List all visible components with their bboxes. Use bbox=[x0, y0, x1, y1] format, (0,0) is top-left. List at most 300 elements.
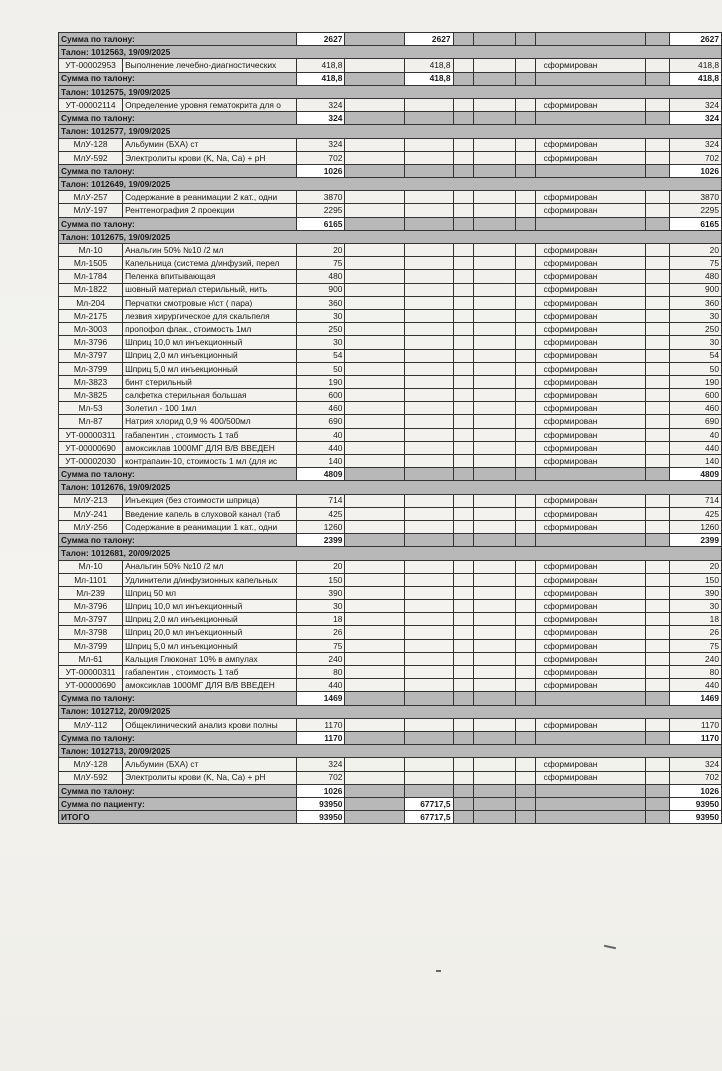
empty-cell bbox=[453, 323, 473, 336]
empty-cell bbox=[345, 217, 405, 230]
empty-cell bbox=[515, 507, 535, 520]
empty-cell bbox=[473, 626, 515, 639]
sum-value-2: 418,8 bbox=[405, 72, 453, 85]
item-amount-2 bbox=[405, 296, 453, 309]
item-code: УТ-00000311 bbox=[59, 428, 123, 441]
item-name: Шприц 5,0 мл инъекционный bbox=[123, 362, 297, 375]
empty-cell bbox=[473, 494, 515, 507]
empty-cell bbox=[515, 59, 535, 72]
status-text: сформирован bbox=[535, 402, 645, 415]
empty-cell bbox=[535, 692, 645, 705]
empty-cell bbox=[473, 98, 515, 111]
empty-cell bbox=[345, 560, 405, 573]
empty-cell bbox=[473, 151, 515, 164]
item-price: 54 bbox=[297, 349, 345, 362]
item-price: 324 bbox=[297, 98, 345, 111]
empty-cell bbox=[453, 534, 473, 547]
empty-cell bbox=[645, 375, 669, 388]
empty-cell bbox=[473, 520, 515, 533]
empty-cell bbox=[473, 204, 515, 217]
empty-cell bbox=[345, 573, 405, 586]
status-text: сформирован bbox=[535, 138, 645, 151]
empty-cell bbox=[645, 389, 669, 402]
item-name: Анальгин 50% №10 /2 мл bbox=[123, 560, 297, 573]
sum-label: Сумма по талону: bbox=[59, 468, 297, 481]
empty-cell bbox=[473, 349, 515, 362]
empty-cell bbox=[515, 415, 535, 428]
item-name: Натрия хлорид 0,9 % 400/500мл bbox=[123, 415, 297, 428]
status-text: сформирован bbox=[535, 771, 645, 784]
empty-cell bbox=[453, 349, 473, 362]
empty-cell bbox=[515, 758, 535, 771]
item-name: Содержание в реанимации 2 кат., одни bbox=[123, 191, 297, 204]
table-row bbox=[59, 309, 722, 322]
item-code: МлУ-256 bbox=[59, 520, 123, 533]
table-row bbox=[59, 138, 722, 151]
sum-value: 2399 bbox=[297, 534, 345, 547]
empty-cell bbox=[345, 586, 405, 599]
empty-cell bbox=[453, 600, 473, 613]
item-code: УТ-00000311 bbox=[59, 666, 123, 679]
empty-cell bbox=[453, 771, 473, 784]
item-code: Мл-3796 bbox=[59, 336, 123, 349]
item-amount-2 bbox=[405, 336, 453, 349]
empty-cell bbox=[453, 309, 473, 322]
sum-value-2: 2627 bbox=[405, 33, 453, 46]
item-code: Мл-53 bbox=[59, 402, 123, 415]
empty-cell bbox=[345, 666, 405, 679]
sum-value-3: 93950 bbox=[669, 811, 721, 824]
item-name: амоксиклав 1000МГ ДЛЯ В/В ВВЕДЕН bbox=[123, 679, 297, 692]
item-price: 40 bbox=[297, 428, 345, 441]
sum-row bbox=[59, 731, 722, 744]
empty-cell bbox=[515, 811, 535, 824]
sum-value: 1026 bbox=[297, 164, 345, 177]
empty-cell bbox=[645, 573, 669, 586]
status-text: сформирован bbox=[535, 362, 645, 375]
table-row bbox=[59, 349, 722, 362]
empty-cell bbox=[515, 797, 535, 810]
table-row bbox=[59, 428, 722, 441]
item-code: Мл-3797 bbox=[59, 613, 123, 626]
empty-cell bbox=[453, 283, 473, 296]
item-amount-2 bbox=[405, 402, 453, 415]
item-total: 702 bbox=[669, 771, 721, 784]
status-text: сформирован bbox=[535, 560, 645, 573]
item-total: 600 bbox=[669, 389, 721, 402]
empty-cell bbox=[473, 33, 515, 46]
item-name: Электролиты крови (K, Na, Ca) + pH bbox=[123, 151, 297, 164]
sum-value: 1469 bbox=[297, 692, 345, 705]
item-price: 50 bbox=[297, 362, 345, 375]
item-code: Мл-2175 bbox=[59, 309, 123, 322]
empty-cell bbox=[535, 811, 645, 824]
empty-cell bbox=[645, 138, 669, 151]
empty-cell bbox=[645, 600, 669, 613]
empty-cell bbox=[473, 112, 515, 125]
empty-cell bbox=[453, 217, 473, 230]
item-total: 690 bbox=[669, 415, 721, 428]
empty-cell bbox=[473, 758, 515, 771]
item-amount-2 bbox=[405, 191, 453, 204]
item-code: Мл-3796 bbox=[59, 600, 123, 613]
empty-cell bbox=[345, 758, 405, 771]
item-code: МлУ-257 bbox=[59, 191, 123, 204]
status-text: сформирован bbox=[535, 283, 645, 296]
item-amount-2 bbox=[405, 98, 453, 111]
item-code: Мл-3825 bbox=[59, 389, 123, 402]
item-code: Мл-10 bbox=[59, 244, 123, 257]
item-amount-2 bbox=[405, 560, 453, 573]
item-amount-2 bbox=[405, 441, 453, 454]
item-amount-2 bbox=[405, 389, 453, 402]
ticket-header-row bbox=[59, 481, 722, 494]
status-text: сформирован bbox=[535, 296, 645, 309]
item-amount-2 bbox=[405, 415, 453, 428]
table-row bbox=[59, 639, 722, 652]
empty-cell bbox=[473, 507, 515, 520]
ticket-title: Талон: 1012713, 20/09/2025 bbox=[59, 745, 722, 758]
item-amount-2 bbox=[405, 428, 453, 441]
item-total: 190 bbox=[669, 375, 721, 388]
empty-cell bbox=[453, 626, 473, 639]
empty-cell bbox=[645, 402, 669, 415]
empty-cell bbox=[453, 336, 473, 349]
empty-cell bbox=[515, 692, 535, 705]
status-text: сформирован bbox=[535, 679, 645, 692]
empty-cell bbox=[345, 112, 405, 125]
item-name: Шприц 50 мл bbox=[123, 586, 297, 599]
empty-cell bbox=[453, 244, 473, 257]
status-text: сформирован bbox=[535, 375, 645, 388]
empty-cell bbox=[473, 613, 515, 626]
ticket-title: Талон: 1012563, 19/09/2025 bbox=[59, 46, 722, 59]
empty-cell bbox=[645, 164, 669, 177]
item-amount-2 bbox=[405, 573, 453, 586]
empty-cell bbox=[645, 441, 669, 454]
table-row bbox=[59, 270, 722, 283]
empty-cell bbox=[473, 639, 515, 652]
empty-cell bbox=[515, 257, 535, 270]
item-code: МлУ-213 bbox=[59, 494, 123, 507]
item-amount-2 bbox=[405, 138, 453, 151]
item-name: Перчатки смотровые н\ст ( пара) bbox=[123, 296, 297, 309]
item-name: Золетил - 100 1мл bbox=[123, 402, 297, 415]
empty-cell bbox=[345, 626, 405, 639]
empty-cell bbox=[345, 784, 405, 797]
ticket-header-row bbox=[59, 178, 722, 191]
sum-value-3: 93950 bbox=[669, 797, 721, 810]
item-name: Шприц 20,0 мл инъекционный bbox=[123, 626, 297, 639]
item-price: 324 bbox=[297, 138, 345, 151]
empty-cell bbox=[645, 309, 669, 322]
sum-value-2 bbox=[405, 217, 453, 230]
empty-cell bbox=[473, 731, 515, 744]
empty-cell bbox=[345, 811, 405, 824]
empty-cell bbox=[473, 600, 515, 613]
empty-cell bbox=[345, 415, 405, 428]
empty-cell bbox=[453, 72, 473, 85]
sum-label: Сумма по талону: bbox=[59, 784, 297, 797]
table-row bbox=[59, 323, 722, 336]
sum-value-3: 324 bbox=[669, 112, 721, 125]
sum-value-3: 418,8 bbox=[669, 72, 721, 85]
item-amount-2 bbox=[405, 455, 453, 468]
sum-label: Сумма по талону: bbox=[59, 164, 297, 177]
item-amount-2 bbox=[405, 257, 453, 270]
item-price: 440 bbox=[297, 441, 345, 454]
item-total: 3870 bbox=[669, 191, 721, 204]
status-text: сформирован bbox=[535, 718, 645, 731]
sum-label: Сумма по пациенту: bbox=[59, 797, 297, 810]
item-amount-2 bbox=[405, 652, 453, 665]
sum-value-3: 1026 bbox=[669, 784, 721, 797]
item-code: УТ-00000690 bbox=[59, 679, 123, 692]
item-price: 240 bbox=[297, 652, 345, 665]
empty-cell bbox=[345, 375, 405, 388]
empty-cell bbox=[515, 336, 535, 349]
scratch-mark bbox=[436, 970, 441, 972]
empty-cell bbox=[453, 98, 473, 111]
status-text: сформирован bbox=[535, 389, 645, 402]
item-price: 702 bbox=[297, 151, 345, 164]
sum-row bbox=[59, 164, 722, 177]
item-name: Удлинители д/инфузионных капельных bbox=[123, 573, 297, 586]
item-name: Выполнение лечебно-диагностических bbox=[123, 59, 297, 72]
item-name: Анальгин 50% №10 /2 мл bbox=[123, 244, 297, 257]
empty-cell bbox=[473, 283, 515, 296]
item-total: 360 bbox=[669, 296, 721, 309]
empty-cell bbox=[515, 138, 535, 151]
empty-cell bbox=[515, 455, 535, 468]
status-text: сформирован bbox=[535, 455, 645, 468]
item-total: 714 bbox=[669, 494, 721, 507]
empty-cell bbox=[453, 270, 473, 283]
status-text: сформирован bbox=[535, 257, 645, 270]
empty-cell bbox=[515, 244, 535, 257]
status-text: сформирован bbox=[535, 309, 645, 322]
item-name: габапентин , стоимость 1 таб bbox=[123, 428, 297, 441]
ticket-title: Талон: 1012712, 20/09/2025 bbox=[59, 705, 722, 718]
empty-cell bbox=[535, 468, 645, 481]
item-code: МлУ-112 bbox=[59, 718, 123, 731]
table-row bbox=[59, 600, 722, 613]
status-text: сформирован bbox=[535, 323, 645, 336]
sum-row bbox=[59, 217, 722, 230]
item-price: 440 bbox=[297, 679, 345, 692]
empty-cell bbox=[345, 402, 405, 415]
status-text: сформирован bbox=[535, 415, 645, 428]
table-row bbox=[59, 244, 722, 257]
item-name: Шприц 5,0 мл инъекционный bbox=[123, 639, 297, 652]
empty-cell bbox=[345, 494, 405, 507]
item-code: Мл-10 bbox=[59, 560, 123, 573]
empty-cell bbox=[645, 613, 669, 626]
empty-cell bbox=[473, 375, 515, 388]
empty-cell bbox=[645, 217, 669, 230]
empty-cell bbox=[645, 797, 669, 810]
item-name: Шприц 10,0 мл инъекционный bbox=[123, 336, 297, 349]
table-row bbox=[59, 415, 722, 428]
empty-cell bbox=[473, 428, 515, 441]
empty-cell bbox=[645, 692, 669, 705]
empty-cell bbox=[345, 718, 405, 731]
empty-cell bbox=[453, 520, 473, 533]
item-price: 30 bbox=[297, 336, 345, 349]
empty-cell bbox=[345, 309, 405, 322]
empty-cell bbox=[645, 718, 669, 731]
item-price: 80 bbox=[297, 666, 345, 679]
empty-cell bbox=[453, 257, 473, 270]
empty-cell bbox=[645, 33, 669, 46]
ticket-title: Талон: 1012676, 19/09/2025 bbox=[59, 481, 722, 494]
item-name: Альбумин (БХА) ст bbox=[123, 138, 297, 151]
item-code: Мл-3797 bbox=[59, 349, 123, 362]
table-row bbox=[59, 257, 722, 270]
table-row bbox=[59, 718, 722, 731]
patient-sum-row bbox=[59, 797, 722, 810]
item-amount-2 bbox=[405, 204, 453, 217]
empty-cell bbox=[473, 455, 515, 468]
status-text: сформирован bbox=[535, 349, 645, 362]
empty-cell bbox=[515, 652, 535, 665]
empty-cell bbox=[515, 679, 535, 692]
empty-cell bbox=[345, 639, 405, 652]
empty-cell bbox=[453, 415, 473, 428]
item-code: МлУ-128 bbox=[59, 138, 123, 151]
item-amount-2 bbox=[405, 362, 453, 375]
sum-value: 1026 bbox=[297, 784, 345, 797]
empty-cell bbox=[515, 731, 535, 744]
empty-cell bbox=[645, 349, 669, 362]
report-table bbox=[58, 32, 722, 824]
sum-row bbox=[59, 692, 722, 705]
empty-cell bbox=[453, 204, 473, 217]
empty-cell bbox=[473, 811, 515, 824]
status-text: сформирован bbox=[535, 600, 645, 613]
empty-cell bbox=[473, 718, 515, 731]
empty-cell bbox=[345, 362, 405, 375]
empty-cell bbox=[345, 600, 405, 613]
item-total: 900 bbox=[669, 283, 721, 296]
empty-cell bbox=[473, 679, 515, 692]
empty-cell bbox=[453, 296, 473, 309]
empty-cell bbox=[473, 573, 515, 586]
table-row bbox=[59, 98, 722, 111]
table-row bbox=[59, 59, 722, 72]
item-price: 390 bbox=[297, 586, 345, 599]
table-row bbox=[59, 626, 722, 639]
table-row bbox=[59, 613, 722, 626]
item-amount-2 bbox=[405, 309, 453, 322]
empty-cell bbox=[473, 59, 515, 72]
empty-cell bbox=[473, 244, 515, 257]
item-name: Шприц 10,0 мл инъекционный bbox=[123, 600, 297, 613]
empty-cell bbox=[645, 468, 669, 481]
empty-cell bbox=[345, 191, 405, 204]
empty-cell bbox=[345, 797, 405, 810]
empty-cell bbox=[453, 692, 473, 705]
empty-cell bbox=[473, 586, 515, 599]
item-total: 440 bbox=[669, 441, 721, 454]
empty-cell bbox=[515, 534, 535, 547]
item-price: 425 bbox=[297, 507, 345, 520]
empty-cell bbox=[645, 679, 669, 692]
item-name: пропофол флак., стоимость 1мл bbox=[123, 323, 297, 336]
item-name: контрапаин-10, стоимость 1 мл (для ис bbox=[123, 455, 297, 468]
ticket-header-row bbox=[59, 125, 722, 138]
item-name: габапентин , стоимость 1 таб bbox=[123, 666, 297, 679]
table-row bbox=[59, 441, 722, 454]
item-total: 26 bbox=[669, 626, 721, 639]
item-price: 75 bbox=[297, 257, 345, 270]
item-total: 440 bbox=[669, 679, 721, 692]
item-price: 2295 bbox=[297, 204, 345, 217]
item-price: 1260 bbox=[297, 520, 345, 533]
empty-cell bbox=[515, 349, 535, 362]
empty-cell bbox=[473, 666, 515, 679]
empty-cell bbox=[645, 98, 669, 111]
status-text: сформирован bbox=[535, 191, 645, 204]
item-code: УТ-00002114 bbox=[59, 98, 123, 111]
empty-cell bbox=[645, 151, 669, 164]
empty-cell bbox=[645, 296, 669, 309]
empty-cell bbox=[515, 164, 535, 177]
empty-cell bbox=[473, 309, 515, 322]
item-total: 240 bbox=[669, 652, 721, 665]
empty-cell bbox=[535, 72, 645, 85]
status-text: сформирован bbox=[535, 758, 645, 771]
empty-cell bbox=[515, 520, 535, 533]
sum-row bbox=[59, 33, 722, 46]
sum-value-2 bbox=[405, 112, 453, 125]
sum-row bbox=[59, 72, 722, 85]
status-text: сформирован bbox=[535, 639, 645, 652]
item-total: 250 bbox=[669, 323, 721, 336]
empty-cell bbox=[473, 323, 515, 336]
item-total: 20 bbox=[669, 560, 721, 573]
item-price: 324 bbox=[297, 758, 345, 771]
item-total: 18 bbox=[669, 613, 721, 626]
item-total: 75 bbox=[669, 257, 721, 270]
empty-cell bbox=[535, 534, 645, 547]
empty-cell bbox=[515, 613, 535, 626]
item-total: 30 bbox=[669, 309, 721, 322]
table-body bbox=[59, 33, 722, 824]
sum-row bbox=[59, 784, 722, 797]
empty-cell bbox=[645, 758, 669, 771]
empty-cell bbox=[515, 573, 535, 586]
item-name: Пеленка впитывающая bbox=[123, 270, 297, 283]
status-text: сформирован bbox=[535, 626, 645, 639]
item-total: 75 bbox=[669, 639, 721, 652]
empty-cell bbox=[453, 560, 473, 573]
empty-cell bbox=[535, 164, 645, 177]
status-text: сформирован bbox=[535, 520, 645, 533]
item-price: 900 bbox=[297, 283, 345, 296]
sum-value: 93950 bbox=[297, 797, 345, 810]
empty-cell bbox=[473, 771, 515, 784]
table-row bbox=[59, 283, 722, 296]
sum-value-3: 1026 bbox=[669, 164, 721, 177]
sum-value-3: 6165 bbox=[669, 217, 721, 230]
table-row bbox=[59, 507, 722, 520]
item-name: Капельница (система д/инфузий, перел bbox=[123, 257, 297, 270]
item-price: 460 bbox=[297, 402, 345, 415]
empty-cell bbox=[515, 151, 535, 164]
empty-cell bbox=[515, 33, 535, 46]
empty-cell bbox=[515, 362, 535, 375]
